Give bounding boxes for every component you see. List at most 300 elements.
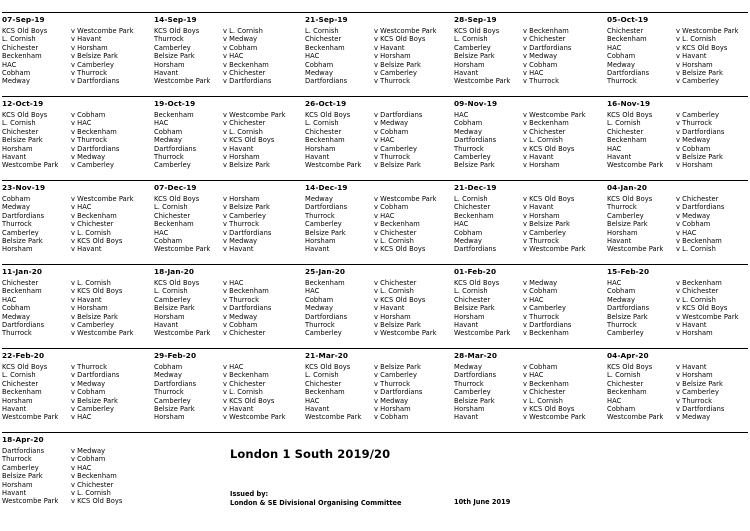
away-team: v HAC: [71, 463, 92, 472]
fixture-row: [454, 145, 605, 153]
away-team: v Chichester: [71, 480, 114, 489]
fixture-row: [305, 119, 456, 127]
away-team: v HAC: [523, 295, 544, 304]
home-team: Dartfordians: [154, 144, 197, 153]
away-team: v Horsham: [374, 52, 411, 61]
home-team: Havant: [454, 413, 479, 422]
home-team: Havant: [154, 68, 179, 77]
away-team: v Cobham: [676, 220, 711, 229]
fixture-row: [2, 304, 153, 312]
fixture-row: [154, 61, 305, 69]
away-team: v Horsham: [676, 371, 713, 380]
round-block: [0, 180, 153, 254]
home-team: Medway: [2, 203, 30, 212]
round-block: [303, 180, 456, 254]
away-team: v KCS Old Boys: [676, 304, 728, 313]
away-team: v Havant: [71, 295, 102, 304]
fixture-row: [607, 313, 750, 321]
fixture-row: [305, 128, 456, 136]
home-team: KCS Old Boys: [2, 111, 48, 119]
fixture-row: [305, 413, 456, 421]
round-date: 28-Sep-19: [454, 15, 497, 24]
away-team: v Horsham: [71, 304, 108, 313]
away-team: v Havant: [71, 35, 102, 44]
home-team: Belsize Park: [154, 52, 195, 61]
home-team: HAC: [607, 43, 622, 52]
fixture-row: [607, 245, 750, 253]
away-team: v Dartfordians: [223, 77, 272, 86]
home-team: Dartfordians: [454, 136, 497, 145]
away-team: v Dartfordians: [374, 111, 423, 119]
fixture-row: [607, 145, 750, 153]
round-date: 07-Sep-19: [2, 15, 45, 24]
home-team: Thurrock: [154, 388, 184, 397]
home-team: Thurrock: [2, 455, 32, 464]
round-block: [452, 264, 605, 338]
away-team: v Westcombe Park: [223, 413, 286, 422]
round-block: [605, 180, 750, 254]
away-team: v KCS Old Boys: [71, 497, 123, 506]
fixture-row: [154, 329, 305, 337]
home-team: Thurrock: [454, 144, 484, 153]
home-team: L. Cornish: [2, 119, 36, 128]
round-band: [0, 12, 750, 96]
home-team: Beckenham: [454, 211, 494, 220]
fixture-row: [607, 61, 750, 69]
home-team: Chichester: [2, 43, 39, 52]
fixture-row: [607, 321, 750, 329]
away-team: v Dartfordians: [676, 404, 725, 413]
fixture-row: [454, 44, 605, 52]
fixture-row: [607, 380, 750, 388]
away-team: v Thurrock: [676, 396, 713, 405]
away-team: v Beckenham: [223, 60, 269, 69]
away-team: v Cobham: [223, 43, 258, 52]
round-date: 04-Jan-20: [607, 183, 648, 192]
home-team: Thurrock: [607, 320, 637, 329]
away-team: v L. Cornish: [523, 396, 563, 405]
home-team: Medway: [2, 77, 30, 86]
home-team: Cobham: [607, 404, 636, 413]
home-team: Cobham: [2, 304, 31, 313]
home-team: Westcombe Park: [2, 497, 59, 506]
fixture-row: [607, 212, 750, 220]
home-team: KCS Old Boys: [607, 363, 653, 371]
away-team: v Thurrock: [523, 312, 560, 321]
home-team: Havant: [607, 236, 632, 245]
home-team: L. Cornish: [154, 203, 188, 212]
fixture-row: [154, 304, 305, 312]
home-team: Medway: [607, 295, 635, 304]
home-team: Camberley: [454, 43, 491, 52]
away-team: v Chichester: [523, 388, 566, 397]
fixture-row: [305, 245, 456, 253]
away-team: v Westcombe Park: [374, 329, 437, 338]
fixture-row: [154, 119, 305, 127]
home-team: HAC: [2, 60, 17, 69]
fixture-row: [154, 136, 305, 144]
home-team: Chichester: [2, 379, 39, 388]
home-team: Havant: [305, 404, 330, 413]
away-team: v Medway: [223, 312, 258, 321]
away-team: v Medway: [71, 379, 106, 388]
away-team: v Havant: [223, 245, 254, 254]
round-date: 07-Dec-19: [154, 183, 197, 192]
fixture-row: [607, 371, 750, 379]
fixture-row: [154, 296, 305, 304]
away-team: v Beckenham: [223, 371, 269, 380]
home-team: Belsize Park: [2, 472, 43, 481]
fixture-row: [2, 279, 153, 287]
away-team: v Belsize Park: [71, 312, 118, 321]
round-block: [605, 348, 750, 422]
fixture-row: [607, 229, 750, 237]
round-band: [0, 348, 750, 432]
round-date: 22-Feb-20: [2, 351, 45, 360]
away-team: v Dartfordians: [676, 203, 725, 212]
fixture-row: [154, 161, 305, 169]
home-team: Cobham: [305, 60, 334, 69]
home-team: Belsize Park: [305, 228, 346, 237]
home-team: Havant: [2, 488, 27, 497]
home-team: Beckenham: [607, 388, 647, 397]
home-team: Chichester: [305, 35, 342, 44]
round-block: [0, 96, 153, 170]
home-team: Chichester: [2, 279, 39, 287]
home-team: Beckenham: [305, 279, 345, 287]
home-team: Westcombe Park: [154, 245, 211, 254]
fixture-row: [2, 329, 153, 337]
fixture-row: [2, 153, 153, 161]
away-team: v L. Cornish: [223, 388, 263, 397]
away-team: v L. Cornish: [71, 279, 111, 287]
home-team: Horsham: [154, 60, 185, 69]
round-band: [0, 180, 750, 264]
fixture-row: [154, 413, 305, 421]
round-date: 25-Jan-20: [305, 267, 346, 276]
fixture-row: [2, 203, 153, 211]
home-team: Cobham: [2, 68, 31, 77]
home-team: Westcombe Park: [154, 329, 211, 338]
away-team: v KCS Old Boys: [523, 404, 575, 413]
home-team: L. Cornish: [607, 119, 641, 128]
fixture-row: [454, 279, 605, 287]
home-team: Thurrock: [607, 203, 637, 212]
away-team: v Medway: [71, 447, 106, 455]
home-team: Camberley: [154, 161, 191, 170]
fixture-row: [2, 245, 153, 253]
away-team: v Camberley: [374, 68, 417, 77]
home-team: Havant: [607, 152, 632, 161]
home-team: Dartfordians: [454, 245, 497, 254]
home-team: Beckenham: [2, 388, 42, 397]
home-team: Thurrock: [607, 77, 637, 86]
away-team: v Dartfordians: [523, 43, 572, 52]
home-team: Camberley: [607, 211, 644, 220]
home-team: KCS Old Boys: [154, 279, 200, 287]
away-team: v KCS Old Boys: [523, 195, 575, 203]
away-team: v Chichester: [223, 329, 266, 338]
home-team: Chichester: [305, 127, 342, 136]
home-team: Dartfordians: [2, 447, 45, 455]
away-team: v L. Cornish: [523, 136, 563, 145]
home-team: Chichester: [607, 127, 644, 136]
fixture-row: [154, 397, 305, 405]
home-team: Thurrock: [154, 35, 184, 44]
fixture-row: [154, 388, 305, 396]
fixture-row: [305, 195, 456, 203]
fixture-row: [454, 245, 605, 253]
home-team: Westcombe Park: [305, 161, 362, 170]
round-block: [452, 96, 605, 170]
away-team: v Westcombe Park: [523, 413, 586, 422]
home-team: Camberley: [154, 295, 191, 304]
away-team: v L. Cornish: [223, 27, 263, 35]
away-team: v L. Cornish: [374, 236, 414, 245]
fixture-row: [607, 161, 750, 169]
fixture-row: [454, 153, 605, 161]
home-team: HAC: [305, 287, 320, 296]
fixture-row: [305, 229, 456, 237]
home-team: Belsize Park: [154, 404, 195, 413]
home-team: Dartfordians: [305, 203, 348, 212]
home-team: HAC: [305, 52, 320, 61]
away-team: v Dartfordians: [223, 304, 272, 313]
round-date: 12-Oct-19: [2, 99, 44, 108]
round-date: 04-Apr-20: [607, 351, 649, 360]
away-team: v Camberley: [71, 320, 114, 329]
away-team: v Westcombe Park: [71, 329, 134, 338]
home-team: Havant: [454, 320, 479, 329]
away-team: v Belsize Park: [374, 161, 421, 170]
home-team: Belsize Park: [454, 161, 495, 170]
away-team: v Westcombe Park: [223, 111, 286, 119]
round-date: 21-Mar-20: [305, 351, 349, 360]
away-team: v Thurrock: [71, 136, 108, 145]
fixture-row: [154, 44, 305, 52]
fixture-row: [305, 27, 456, 35]
home-team: HAC: [305, 396, 320, 405]
away-team: v Belsize Park: [676, 152, 723, 161]
away-team: v KCS Old Boys: [523, 144, 575, 153]
home-team: Medway: [607, 60, 635, 69]
away-team: v Beckenham: [71, 211, 117, 220]
away-team: v Medway: [374, 119, 409, 128]
fixture-row: [2, 111, 153, 119]
fixture-row: [454, 413, 605, 421]
round-block: [0, 264, 153, 338]
away-team: v L. Cornish: [71, 488, 111, 497]
home-team: Chichester: [607, 379, 644, 388]
away-team: v Belsize Park: [71, 396, 118, 405]
home-team: Thurrock: [305, 320, 335, 329]
away-team: v Cobham: [374, 413, 409, 422]
round-date: 05-Oct-19: [607, 15, 649, 24]
fixture-row: [2, 481, 153, 489]
away-team: v Thurrock: [374, 77, 411, 86]
home-team: KCS Old Boys: [2, 363, 48, 371]
away-team: v KCS Old Boys: [223, 396, 275, 405]
away-team: v Camberley: [71, 404, 114, 413]
fixture-row: [305, 212, 456, 220]
away-team: v Chichester: [71, 220, 114, 229]
away-team: v Chichester: [223, 119, 266, 128]
home-team: Camberley: [2, 228, 39, 237]
away-team: v Westcombe Park: [71, 27, 134, 35]
round-date: 19-Oct-19: [154, 99, 196, 108]
fixture-row: [2, 413, 153, 421]
home-team: Beckenham: [607, 136, 647, 145]
away-team: v Thurrock: [676, 119, 713, 128]
away-team: v Dartfordians: [71, 371, 120, 380]
fixture-row: [454, 229, 605, 237]
fixture-row: [607, 52, 750, 60]
away-team: v Chichester: [374, 279, 417, 287]
away-team: v Beckenham: [523, 119, 569, 128]
home-team: Beckenham: [2, 52, 42, 61]
away-team: v Medway: [374, 396, 409, 405]
away-team: v Medway: [223, 35, 258, 44]
fixture-row: [607, 304, 750, 312]
away-team: v Dartfordians: [223, 228, 272, 237]
away-team: v Chichester: [523, 35, 566, 44]
fixture-row: [454, 405, 605, 413]
home-team: Westcombe Park: [2, 413, 59, 422]
away-team: v Beckenham: [71, 472, 117, 481]
fixture-row: [154, 313, 305, 321]
home-team: Horsham: [2, 144, 33, 153]
fixture-row: [305, 296, 456, 304]
fixture-row: [454, 35, 605, 43]
fixture-row: [305, 397, 456, 405]
home-team: KCS Old Boys: [305, 363, 351, 371]
round-date: 01-Feb-20: [454, 267, 497, 276]
away-team: v Horsham: [374, 404, 411, 413]
home-team: Dartfordians: [2, 211, 45, 220]
away-team: v Horsham: [223, 152, 260, 161]
fixture-row: [454, 237, 605, 245]
fixture-row: [305, 321, 456, 329]
fixture-row: [305, 52, 456, 60]
away-team: v Belsize Park: [223, 203, 270, 212]
fixture-row: [2, 195, 153, 203]
away-team: v Horsham: [71, 43, 108, 52]
fixture-row: [607, 296, 750, 304]
away-team: v Beckenham: [676, 236, 722, 245]
round-date: 16-Nov-19: [607, 99, 651, 108]
home-team: Thurrock: [154, 152, 184, 161]
round-block: [452, 180, 605, 254]
home-team: Cobham: [607, 287, 636, 296]
home-team: Medway: [154, 136, 182, 145]
away-team: v Havant: [523, 152, 554, 161]
fixture-row: [2, 464, 153, 472]
fixture-row: [454, 61, 605, 69]
away-team: v KCS Old Boys: [676, 43, 728, 52]
away-team: v Cobham: [523, 363, 558, 371]
home-team: Horsham: [305, 144, 336, 153]
fixture-row: [154, 35, 305, 43]
away-team: v Belsize Park: [223, 161, 270, 170]
fixture-row: [607, 44, 750, 52]
home-team: Horsham: [607, 228, 638, 237]
home-team: Beckenham: [2, 287, 42, 296]
home-team: Camberley: [454, 388, 491, 397]
home-team: Beckenham: [154, 111, 194, 119]
away-team: v Havant: [676, 320, 707, 329]
fixture-row: [454, 363, 605, 371]
home-team: Chichester: [2, 127, 39, 136]
away-team: v Horsham: [523, 161, 560, 170]
fixture-row: [154, 128, 305, 136]
away-team: v Medway: [676, 413, 711, 422]
fixture-row: [454, 380, 605, 388]
round-block: [152, 12, 305, 86]
fixture-row: [454, 287, 605, 295]
away-team: v Westcombe Park: [676, 312, 739, 321]
home-team: Westcombe Park: [607, 161, 664, 170]
fixture-row: [2, 237, 153, 245]
fixture-row: [154, 245, 305, 253]
fixture-row: [305, 304, 456, 312]
away-team: v HAC: [71, 203, 92, 212]
away-team: v Dartfordians: [71, 144, 120, 153]
fixture-row: [607, 153, 750, 161]
fixture-row: [607, 363, 750, 371]
home-team: Dartfordians: [607, 304, 650, 313]
fixture-row: [305, 161, 456, 169]
away-team: v Dartfordians: [71, 77, 120, 86]
fixture-row: [154, 321, 305, 329]
fixture-row: [454, 388, 605, 396]
round-date: 28-Mar-20: [454, 351, 498, 360]
away-team: v Cobham: [71, 455, 106, 464]
fixture-row: [607, 203, 750, 211]
home-team: Camberley: [305, 220, 342, 229]
away-team: v Dartfordians: [523, 320, 572, 329]
issued-by-block: [230, 490, 401, 507]
fixture-row: [154, 77, 305, 85]
away-team: v Horsham: [523, 211, 560, 220]
home-team: Belsize Park: [454, 304, 495, 313]
fixture-row: [154, 52, 305, 60]
away-team: v Thurrock: [374, 152, 411, 161]
away-team: v Dartfordians: [374, 388, 423, 397]
fixture-row: [2, 497, 153, 505]
home-team: HAC: [607, 279, 622, 287]
away-team: v Thurrock: [523, 236, 560, 245]
home-team: L. Cornish: [305, 371, 339, 380]
round-band: [0, 264, 750, 348]
home-team: Havant: [2, 152, 27, 161]
away-team: v Camberley: [223, 211, 266, 220]
fixture-row: [454, 111, 605, 119]
home-team: Havant: [154, 320, 179, 329]
away-team: v L. Cornish: [223, 127, 263, 136]
fixture-row: [154, 145, 305, 153]
away-team: v Chichester: [676, 195, 719, 203]
home-team: Horsham: [2, 245, 33, 254]
fixture-row: [305, 35, 456, 43]
fixture-row: [2, 220, 153, 228]
round-block: [605, 96, 750, 170]
away-team: v Thurrock: [223, 220, 260, 229]
fixture-row: [154, 229, 305, 237]
round-block: [152, 348, 305, 422]
round-date: 11-Jan-20: [2, 267, 43, 276]
home-team: Belsize Park: [2, 136, 43, 145]
away-team: v Camberley: [374, 144, 417, 153]
